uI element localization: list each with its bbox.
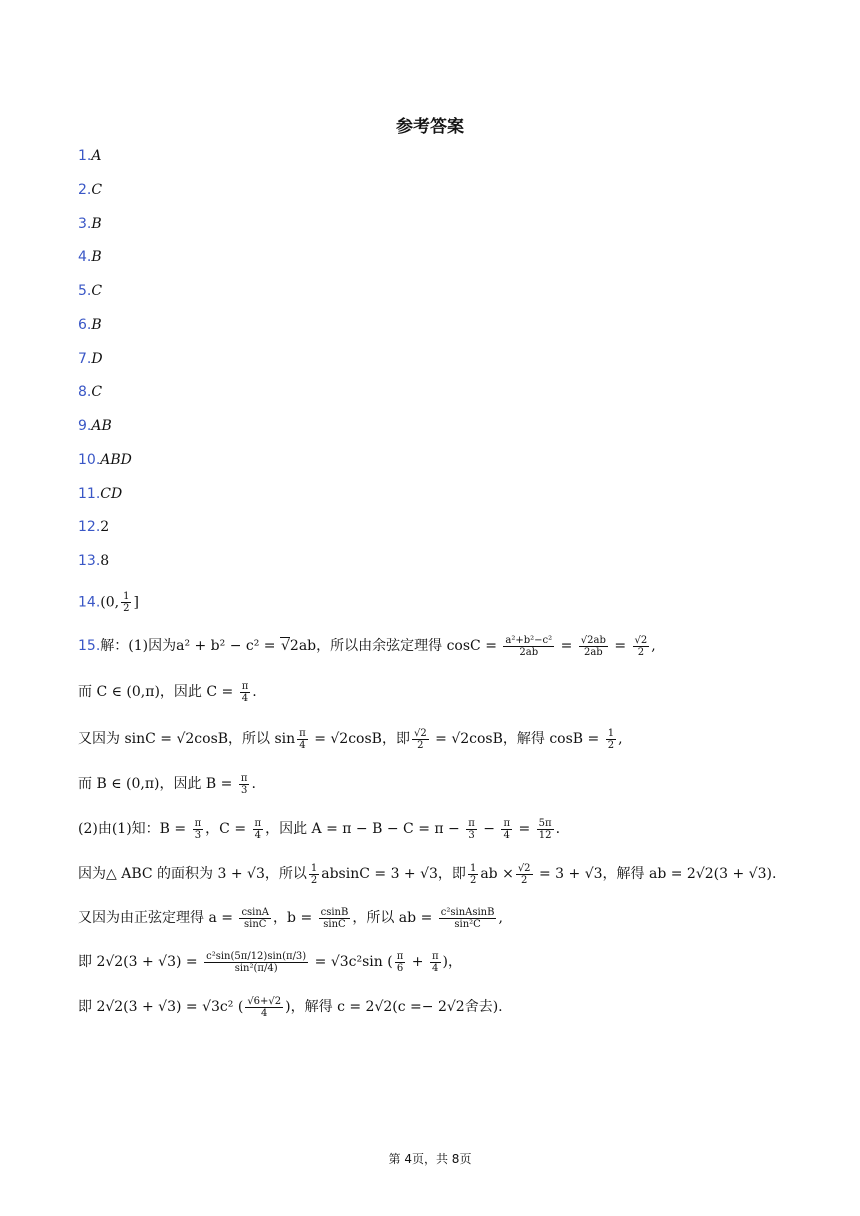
answer-value: AB (91, 418, 112, 434)
answer-1 (78, 146, 101, 166)
answer-6 (78, 315, 102, 335)
q15-line-7: 又因为由正弦定理得 a = $\frac{csinA}{\sin C}$ ，b = $\frac{csinB}{\sin C}$ ，所以 ab = $\frac{\text{c²sinAsinB}}{\text{sin²C}}$ , (78, 906, 503, 930)
answer-13 (78, 551, 109, 571)
answer-value-suffix: ] (133, 594, 139, 611)
answer-value: (0, (100, 594, 120, 611)
answer-11 (78, 484, 122, 504)
q15-line-6: 因为△ ABC 的面积为 3 + √3，所以 $\frac{1}{2}$ absinC = 3 + √3，即 $\frac{1}{2}$ ab × $\frac{√2}{2}$ = 3 + √3，解得 ab = 2√2(3 + √3). (78, 862, 777, 886)
answer-3 (78, 214, 102, 234)
q15-line-2: 而 C ∈ (0,π)，因此 C = $\frac{\pi}{4}$ . (78, 680, 257, 704)
answer-number: 3. (78, 216, 92, 232)
answer-value: 2 (100, 519, 110, 535)
answer-12 (78, 517, 109, 537)
answer-value: 8 (100, 553, 110, 569)
answer-8 (78, 382, 102, 402)
answer-2 (78, 180, 102, 200)
answer-number: 7. (78, 351, 92, 367)
q15-line-5: (2)由(1)知：B = $\frac{\pi}{3}$ ，C = $\frac{\pi}{4}$ ，因此 A = π − B − C = π − $\frac{\pi}{3}$ − $\frac{\pi}{4}$ = $\frac{5\pi}{12}$ . (78, 817, 561, 841)
answer-number: 4. (78, 249, 92, 265)
fraction: $\frac{1}{2}$ (123, 591, 130, 614)
answer-number: 2. (78, 182, 92, 198)
page-footer: 第 4页，共 8页 (388, 1152, 472, 1166)
answer-number: 11. (78, 486, 101, 502)
answer-7 (78, 349, 103, 369)
answer-number: 15. (78, 638, 101, 654)
answer-number: 14. (78, 594, 101, 611)
answer-value: D (91, 351, 103, 367)
answer-number: 6. (78, 317, 92, 333)
answer-5 (78, 281, 102, 301)
page-title: 参考答案 (396, 117, 464, 137)
answer-10 (78, 450, 132, 470)
answer-value: C (91, 283, 103, 299)
answer-value: ABD (100, 452, 132, 468)
answer-number: 5. (78, 283, 92, 299)
q15-line-8: 即 2√2(3 + √3) = $\frac{\text{c²sin(5π/12)sin(π/3)}}{\text{sin²(π/4)}}$ = √3c²sin ( $\frac{\pi}{6}$ + $\frac{\pi}{4}$ )， (78, 950, 462, 974)
answer-number: 13. (78, 553, 101, 569)
answer-value: CD (100, 486, 123, 502)
answer-number: 8. (78, 384, 92, 400)
answer-number: 1. (78, 148, 92, 164)
answer-4 (78, 247, 102, 267)
answer-value: B (91, 249, 102, 265)
answer-value: B (91, 216, 102, 232)
q15-line-4: 而 B ∈ (0,π)，因此 B = $\frac{\pi}{3}$ . (78, 772, 256, 796)
answer-value: A (91, 148, 102, 164)
answer-14 (78, 591, 139, 614)
answer-9 (78, 416, 112, 436)
q15-line-1: 15.解：(1)因为a² + b² − c² = √2ab，所以由余弦定理得 cosC = $\frac{\text{a²+b²−c²}}{2ab}$ = $\frac{√2ab}{2ab}$ = $\frac{√2}{2}$ , (78, 634, 656, 658)
answer-number: 10. (78, 452, 101, 468)
q15-line-9: 即 2√2(3 + √3) = √3c² ( $\frac{√6+√2}{4}$ )，解得 c = 2√2(c =− 2√2舍去). (78, 995, 503, 1019)
answer-number: 9. (78, 418, 92, 434)
q15-line-3: 又因为 sinC = √2cosB，所以 sin $\frac{\pi}{4}$ = √2cosB，即 $\frac{√2}{2}$ = √2cosB，解得 cosB = $\frac{1}{2}$ , (78, 727, 623, 751)
answer-value: C (91, 182, 103, 198)
answer-value: C (91, 384, 103, 400)
answer-number: 12. (78, 519, 101, 535)
answer-value: B (91, 317, 102, 333)
